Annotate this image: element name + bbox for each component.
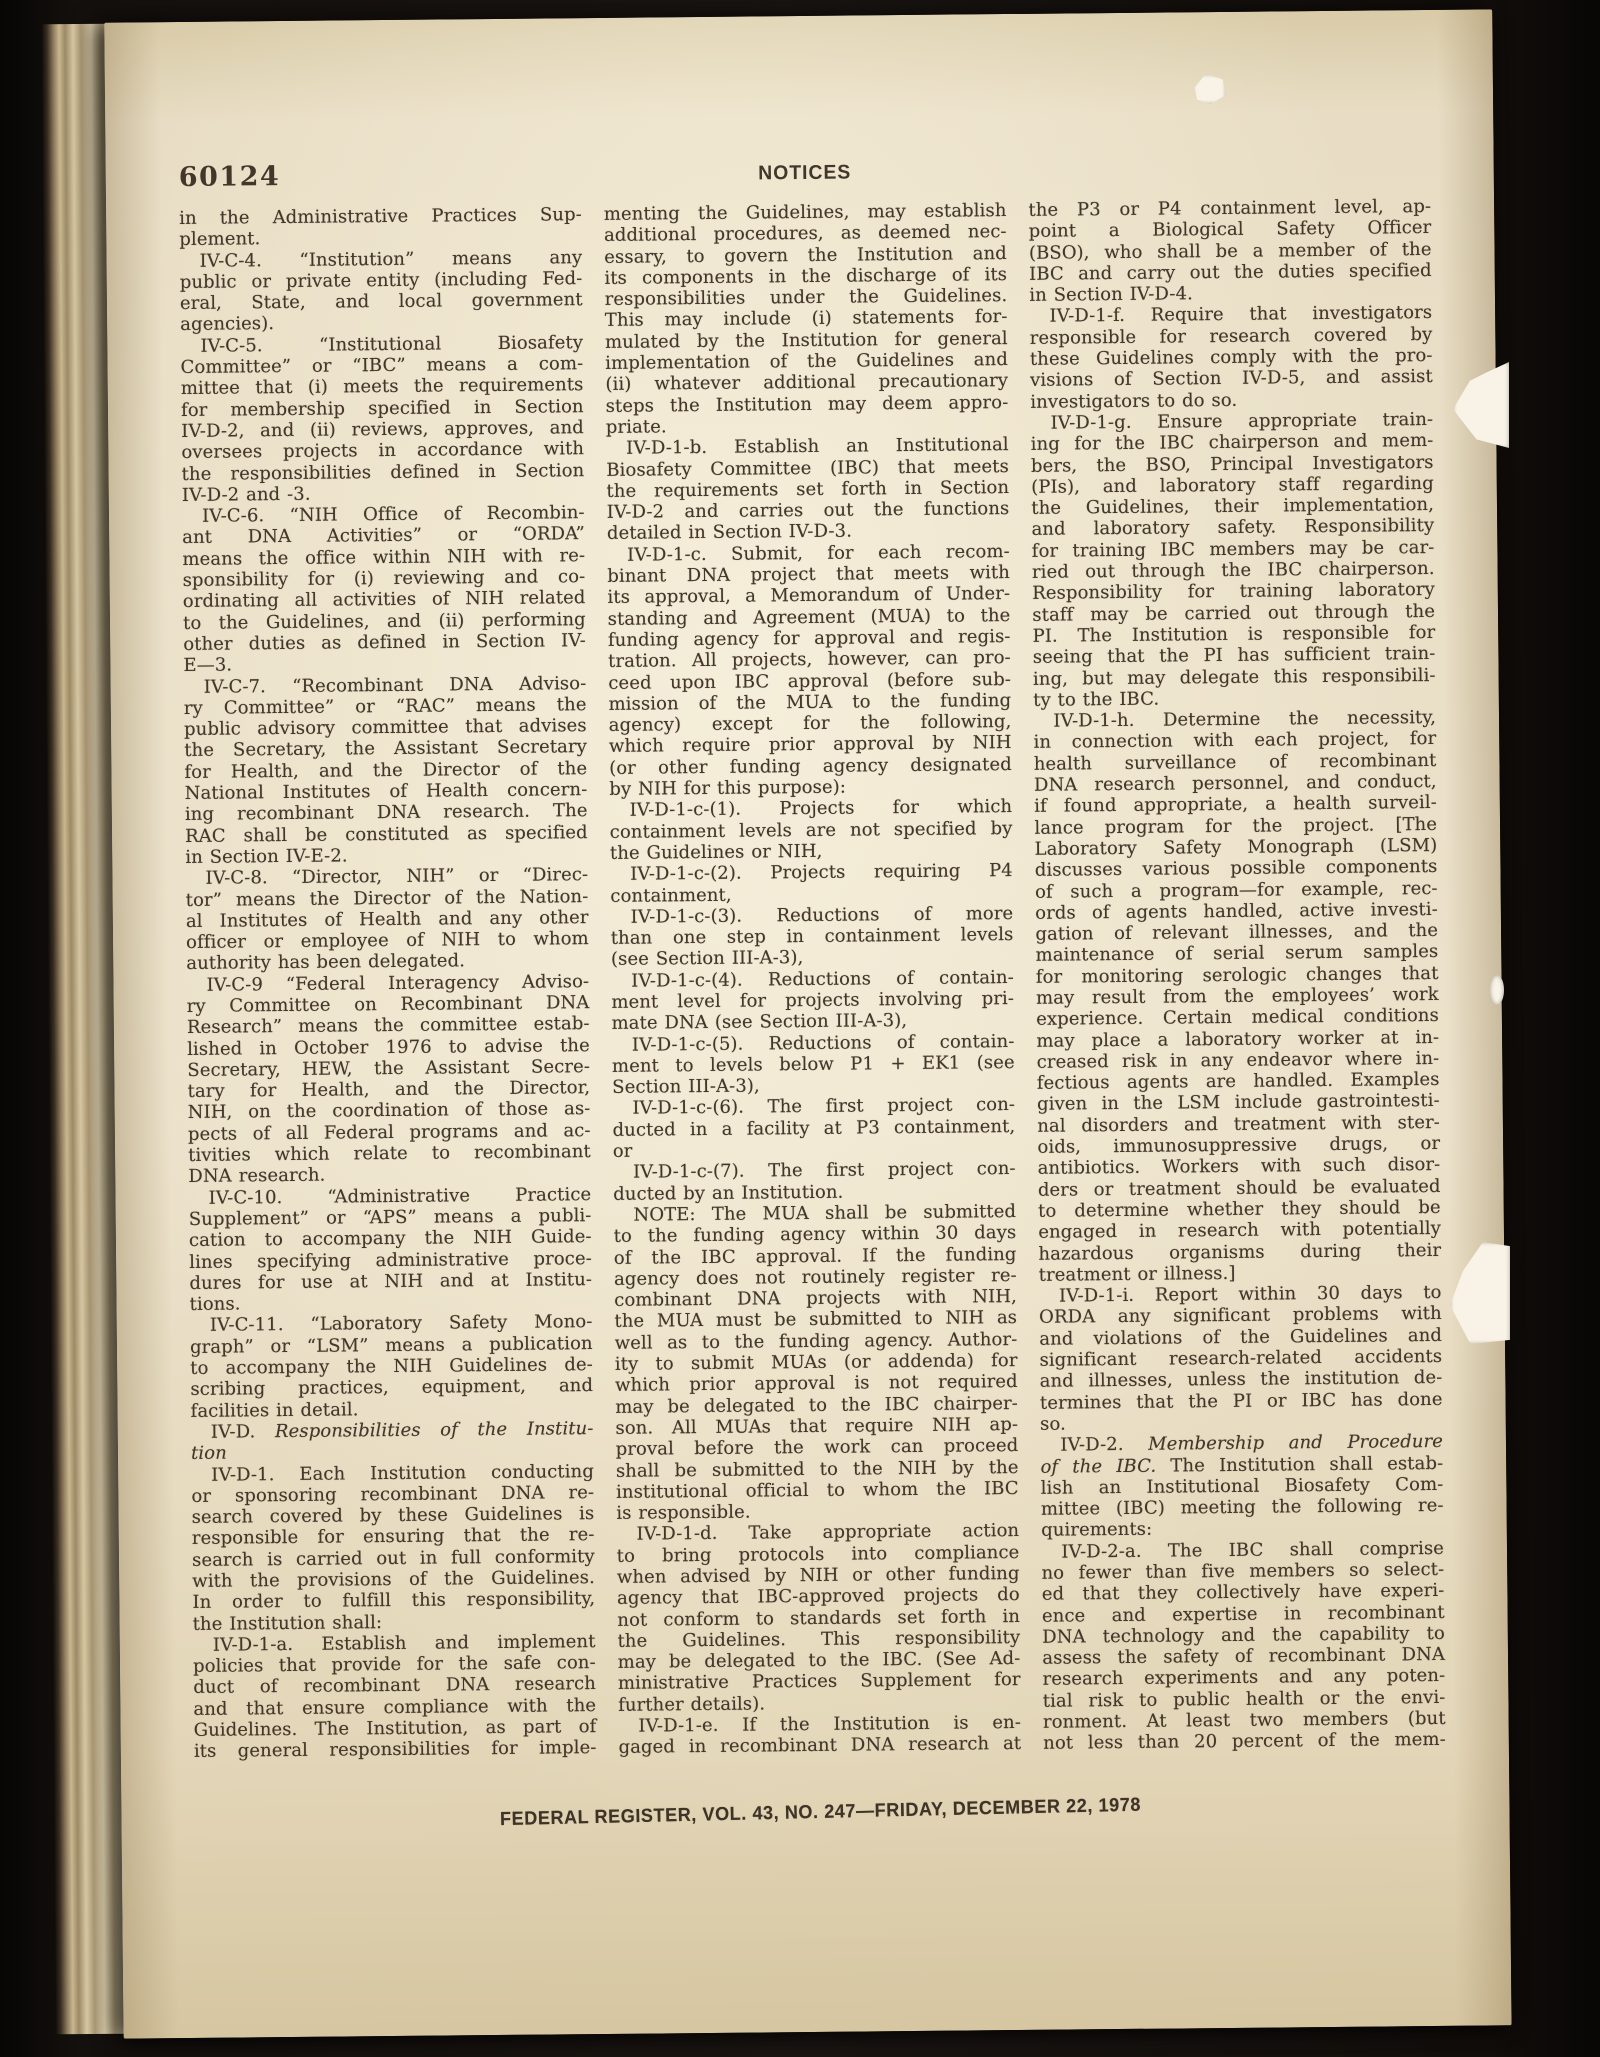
- text-line: IV-D-1-i. Report within 30 days to: [1058, 1282, 1442, 1307]
- text-line: in Section IV-D-4.: [1029, 283, 1194, 307]
- text-line: ducted by an Institution.: [613, 1181, 844, 1205]
- text-line: duct of recombinant DNA research: [193, 1673, 597, 1699]
- text-line: its general responsibilities for imple-: [193, 1737, 597, 1763]
- text-line: IV-D-1-c-(4). Reductions of contain-: [631, 966, 1014, 992]
- text-line: essary, to govern the Institution and: [604, 242, 1007, 268]
- text-line: IV-D-1-c-(7). The first project con-: [632, 1158, 1016, 1184]
- text-line: the Guidelines. This responsibility: [617, 1626, 1021, 1652]
- text-line: to determine whether they should be: [1037, 1196, 1441, 1222]
- text-line: ing, but may delegate this responsibili-: [1032, 664, 1436, 690]
- text-line: mate DNA (see Section III-A-3),: [611, 1010, 908, 1035]
- text-line: binant DNA project that meets with: [607, 562, 1011, 587]
- text-line: for monitoring serologic changes that: [1035, 962, 1439, 988]
- text-line: ders or treatment should be evaluated: [1037, 1175, 1441, 1201]
- text-line: than one step in containment levels: [610, 924, 1014, 949]
- text-line: and laboratory safety. Responsibility: [1031, 515, 1435, 541]
- text-line: staff may be carried out through the: [1032, 600, 1436, 626]
- text-line: may result from the employees’ work: [1035, 983, 1439, 1009]
- text-line: ity to submit MUAs (or addenda) for: [614, 1350, 1018, 1375]
- text-line: which require prior approval by NIH: [608, 732, 1012, 758]
- text-line: to bring protocols into compliance: [616, 1541, 1020, 1567]
- text-line: tion: [190, 1442, 227, 1465]
- text-line: public advisory committee that advises: [183, 715, 587, 741]
- text-line: these Guidelines comply with the pro-: [1029, 345, 1433, 370]
- text-line: RAC shall be constituted as specified: [185, 821, 588, 847]
- text-line: IV-C-4. “Institution” means any: [199, 246, 583, 272]
- text-line: IV-C-5. “Institutional Biosafety: [200, 331, 584, 357]
- text-line: IV-D-1-d. Take appropriate action: [636, 1520, 1020, 1546]
- text-line: (PIs), and laboratory staff regarding: [1031, 472, 1434, 498]
- text-line: IV-D-2 and -3.: [181, 483, 311, 506]
- text-line: assess the safety of recombinant DNA: [1042, 1644, 1446, 1669]
- document-page: [104, 9, 1511, 2038]
- text-line: responsible for ensuring that the re-: [191, 1524, 595, 1550]
- text-line: gation of relevant illnesses, and the: [1035, 920, 1439, 945]
- text-line: the Guidelines or NIH,: [609, 840, 823, 864]
- text-line: funding agency for approval and regis-: [607, 625, 1011, 651]
- text-line: containment levels are not specified by: [609, 817, 1013, 843]
- text-line: discusses various possible components: [1034, 856, 1438, 882]
- text-line: sponsibility for (i) reviewing and co-: [182, 566, 586, 592]
- text-line: mittee (IBC) meeting the following re-: [1040, 1495, 1444, 1520]
- text-line: tial risk to public health or the envi-: [1042, 1686, 1446, 1712]
- text-line: Committee” or “IBC” means a com-: [180, 353, 584, 379]
- text-line: IV-C-7. “Recombinant DNA Adviso-: [203, 672, 587, 698]
- text-line: IV-D-1-h. Determine the necessity,: [1053, 707, 1437, 732]
- text-line: fectious agents are handled. Examples: [1036, 1069, 1440, 1094]
- text-line: tration. All projects, however, can pro-: [608, 647, 1011, 673]
- text-line: not conform to standards set forth in: [617, 1605, 1021, 1631]
- text-line: the P3 or P4 containment level, ap-: [1028, 195, 1432, 221]
- text-line: if found appropriate, a health surveil-: [1034, 792, 1437, 818]
- page-number: 60124: [178, 161, 281, 193]
- text-line: graph” or “LSM” means a publication: [189, 1332, 593, 1358]
- text-line: IV-C-8. “Director, NIH” or “Direc-: [205, 864, 589, 889]
- text-line: with the provisions of the Guidelines.: [192, 1567, 596, 1592]
- text-line: may place a laboratory worker at in-: [1036, 1026, 1440, 1052]
- text-line: agency does not routinely register re-: [613, 1264, 1017, 1290]
- text-line: gaged in recombinant DNA research at: [618, 1733, 1022, 1759]
- text-line: IV-D-1-c. Submit, for each recom-: [626, 540, 1010, 566]
- text-line: E—3.: [183, 654, 233, 677]
- text-line: ant DNA Activities” or “ORDA”: [182, 523, 585, 549]
- text-line: for membership specified in Section: [180, 395, 584, 421]
- text-line: engaged in research with potentially: [1038, 1218, 1442, 1244]
- text-line: lines specifying administrative proce-: [189, 1247, 592, 1273]
- text-line: ry Committee” or “RAC” means the: [183, 693, 587, 719]
- text-line: ronment. At least two members (but: [1042, 1707, 1446, 1733]
- text-line: quirements:: [1041, 1519, 1153, 1542]
- text-line: to the funding agency within 30 days: [613, 1222, 1017, 1248]
- text-line: and illnesses, unless the institution de-: [1039, 1367, 1443, 1393]
- text-line: IV-D-1. Each Institution conducting: [211, 1460, 594, 1486]
- text-line: the requirements set forth in Section: [606, 476, 1010, 502]
- text-line: means the office within NIH with re-: [182, 544, 586, 570]
- text-line: and that ensure compliance with the: [193, 1694, 597, 1720]
- text-line: ried out through the IBC chairperson.: [1031, 558, 1435, 583]
- text-line: and violations of the Guidelines and: [1039, 1324, 1443, 1350]
- text-line: search is carried out in full conformity: [191, 1545, 595, 1571]
- text-line: termines that the PI or IBC has done: [1039, 1388, 1443, 1414]
- text-line: Responsibility for training laboratory: [1032, 579, 1435, 605]
- text-line: proval before the work can proceed: [615, 1435, 1019, 1461]
- text-line: tivities which relate to recombinant: [188, 1141, 591, 1167]
- text-line: for training IBC members may be car-: [1031, 536, 1435, 562]
- text-line: detailed in Section IV-D-3.: [606, 520, 853, 545]
- text-line: ry Committee on Recombinant DNA: [186, 992, 590, 1017]
- torn-edge: [1490, 975, 1504, 1005]
- text-line: or sponsoring recombinant DNA re-: [191, 1481, 595, 1507]
- text-line: ORDA any significant problems with: [1039, 1303, 1442, 1329]
- text-line: IV-C-9 “Federal Interagency Adviso-: [206, 970, 590, 996]
- text-line: NOTE: The MUA shall be submitted: [633, 1200, 1017, 1226]
- text-line: ment level for projects involving pri-: [611, 987, 1015, 1013]
- text-line: tor” means the Director of the Nation-: [185, 885, 589, 911]
- text-line: to the Guidelines, and (ii) performing: [182, 608, 586, 634]
- text-line: Guidelines. The Institution, as part of: [193, 1716, 597, 1741]
- text-line: which prior approval is not required: [614, 1371, 1018, 1397]
- text-line: tary for Health, and the Director,: [187, 1077, 591, 1103]
- text-line: the Guidelines, their implementation,: [1031, 494, 1435, 519]
- text-line: experience. Certain medical conditions: [1036, 1005, 1440, 1031]
- text-line: scribing practices, equipment, and: [190, 1375, 594, 1401]
- text-line: antibiotics. Workers with such disor-: [1037, 1154, 1441, 1180]
- text-line: Section III-A-3),: [612, 1075, 760, 1099]
- text-line: IV-D-1-a. Establish and implement: [212, 1630, 596, 1656]
- text-line: Research” means the committee estab-: [186, 1013, 590, 1039]
- text-line: the Secretary, the Assistant Secretary: [184, 736, 588, 762]
- text-line: agency that IBC-approved projects do: [617, 1584, 1020, 1610]
- text-line: other duties as defined in Section IV-: [183, 630, 587, 655]
- text-line: for Health, and the Director of the: [184, 757, 588, 783]
- text-line: lish an Institutional Biosafety Com-: [1040, 1473, 1444, 1499]
- text-line: given in the LSM include gastrointesti-: [1036, 1090, 1440, 1116]
- text-line: of the IBC approval. If the funding: [613, 1243, 1017, 1269]
- text-line: mission of the MUA to the funding: [608, 689, 1012, 715]
- text-line: eral, State, and local government: [179, 289, 583, 315]
- text-line: steps the Institution may deem appro-: [605, 391, 1009, 417]
- text-line: agencies).: [180, 313, 275, 336]
- text-line: mittee that (i) meets the requirements: [180, 374, 584, 400]
- text-line: the Institution shall:: [192, 1611, 383, 1635]
- text-line: ordinating all activities of NIH related: [182, 587, 586, 613]
- text-line: Supplement” or “APS” means a publi-: [188, 1205, 592, 1230]
- text-line: (BSO), who shall be a member of the: [1028, 238, 1432, 264]
- text-line: shall be submitted to the NIH by the: [615, 1456, 1019, 1482]
- text-line: combinant DNA projects with NIH,: [614, 1286, 1018, 1312]
- text-line: creased risk in any endeavor where in-: [1036, 1047, 1440, 1073]
- text-line: by NIH for this purpose):: [609, 776, 847, 800]
- text-line: search covered by these Guidelines is: [191, 1503, 595, 1529]
- text-line: ment to levels below P1 + EK1 (see: [611, 1051, 1015, 1077]
- text-line: In order to fulfill this responsibility,: [192, 1588, 596, 1614]
- text-line: in the Administrative Practices Sup-: [179, 204, 582, 229]
- text-line: or: [612, 1140, 633, 1162]
- text-line: (ii) whatever additional precautionary: [605, 370, 1009, 396]
- text-line: oids, immunosuppressive drugs, or: [1037, 1132, 1441, 1158]
- text-line: of the IBC. The Institution shall estab-: [1040, 1452, 1444, 1478]
- running-head-title: NOTICES: [758, 161, 852, 185]
- text-line: ducted in a facility at P3 containment,: [612, 1115, 1016, 1141]
- text-line: well as to the funding agency. Author-: [614, 1328, 1018, 1354]
- text-line: DNA research.: [188, 1164, 326, 1188]
- text-line: treatment or illness.]: [1038, 1262, 1236, 1286]
- text-line: of such a program—for example, rec-: [1034, 877, 1438, 903]
- text-line: in connection with each project, for: [1033, 728, 1437, 754]
- text-line: National Institutes of Health concern-: [184, 779, 588, 804]
- text-line: ed that they collectively have experi-: [1041, 1580, 1445, 1606]
- text-line: maintenance of serial serum samples: [1035, 941, 1439, 967]
- text-line: responsibilities under the Guidelines.: [604, 285, 1008, 311]
- text-line: IV-D-1-c-(3). Reductions of more: [630, 902, 1014, 928]
- text-line: ty to the IBC.: [1033, 688, 1160, 711]
- text-column: [1028, 196, 1446, 1754]
- text-column: [604, 200, 1022, 1758]
- text-line: IV-D-1-b. Establish an Institutional: [625, 434, 1009, 459]
- text-line: IV-D-2-a. The IBC shall comprise: [1061, 1537, 1445, 1563]
- text-line: IV-D-1-e. If the Institution is en-: [638, 1712, 1022, 1737]
- text-line: in Section IV-E-2.: [185, 845, 348, 868]
- text-line: Secretary, HEW, the Assistant Secre-: [187, 1055, 591, 1081]
- text-line: IV-D-1-f. Require that investigators: [1049, 302, 1433, 328]
- text-line: further details).: [618, 1693, 766, 1716]
- text-line: plement.: [179, 228, 261, 251]
- text-line: implementation of the Guidelines and: [605, 349, 1009, 374]
- text-line: responsible for research covered by: [1029, 323, 1433, 349]
- text-line: Laboratory Safety Monograph (LSM): [1034, 834, 1438, 860]
- text-line: no fewer than five members so select-: [1041, 1558, 1445, 1584]
- text-line: agency) except for the following,: [608, 711, 1012, 737]
- text-column: [179, 204, 597, 1762]
- text-line: Biosafety Committee (IBC) that meets: [606, 455, 1010, 481]
- text-line: ords of agents handled, active investi-: [1035, 898, 1438, 924]
- text-line: not less than 20 percent of the mem-: [1043, 1729, 1446, 1755]
- text-line: officer or employee of NIH to whom: [186, 928, 589, 954]
- text-line: IV-D-1-c-(6). The first project con-: [632, 1094, 1016, 1120]
- text-line: menting the Guidelines, may establish: [603, 200, 1007, 225]
- text-line: IV-D-2, and (ii) reviews, approves, and: [181, 417, 584, 442]
- text-line: IV-D-2 and carries out the functions: [606, 498, 1010, 524]
- text-line: when advised by NIH or other funding: [616, 1562, 1020, 1588]
- text-line: significant research-related accidents: [1039, 1345, 1443, 1371]
- text-line: IV-D-1-c-(1). Projects for which: [629, 796, 1013, 822]
- text-line: ceed upon IBC approval (before sub-: [608, 668, 1012, 694]
- text-line: dures for use at NIH and at Institu-: [189, 1268, 593, 1294]
- text-line: may be delegated to the IBC. (See Ad-: [617, 1648, 1021, 1674]
- text-line: is responsible.: [616, 1501, 751, 1524]
- text-line: may be delegated to the IBC chairper-: [615, 1392, 1019, 1418]
- text-line: point a Biological Safety Officer: [1028, 217, 1432, 243]
- text-line: standing and Agreement (MUA) to the: [607, 604, 1011, 630]
- text-line: IV-D-1-g. Ensure appropriate train-: [1050, 408, 1434, 434]
- text-line: This may include (i) statements for-: [604, 306, 1008, 332]
- text-line: lance program for the project. [The: [1034, 813, 1438, 839]
- text-line: authority has been delegated.: [186, 950, 466, 975]
- text-line: research experiments and any poten-: [1042, 1665, 1446, 1691]
- text-line: IV-C-11. “Laboratory Safety Mono-: [209, 1311, 593, 1337]
- text-line: ing for the IBC chairperson and mem-: [1030, 430, 1434, 456]
- text-line: public or private entity (including Fed-: [179, 268, 583, 293]
- text-line: cation to accompany the NIH Guide-: [188, 1226, 592, 1252]
- text-line: son. All MUAs that require NIH ap-: [615, 1413, 1019, 1439]
- text-line: IV-C-10. “Administrative Practice: [208, 1183, 592, 1209]
- text-line: health surveillance of recombinant: [1033, 749, 1437, 775]
- text-line: (see Section III-A-3),: [610, 947, 804, 971]
- text-line: NIH, on the coordination of those as-: [187, 1098, 591, 1124]
- text-line: the responsibilities defined in Section: [181, 459, 585, 485]
- text-line: additional procedures, as deemed nec-: [603, 221, 1007, 247]
- text-line: tions.: [189, 1293, 241, 1316]
- text-line: hazardous organisms during their: [1038, 1239, 1442, 1265]
- text-line: containment,: [610, 884, 732, 907]
- text-line: al Institutes of Health and any other: [185, 906, 589, 932]
- text-line: IBC and carry out the duties specified: [1028, 259, 1432, 285]
- text-line: IV-D-1-c-(5). Reductions of contain-: [631, 1030, 1015, 1056]
- text-line: pects of all Federal programs and ac-: [187, 1119, 591, 1145]
- text-line: investigators to do so.: [1030, 389, 1238, 413]
- text-line: its components in the discharge of its: [604, 263, 1008, 289]
- text-line: IV-C-6. “NIH Office of Recombin-: [201, 502, 585, 527]
- text-line: policies that provide for the safe con-: [192, 1652, 596, 1678]
- text-line: IV-D. Responsibilities of the Institu-: [210, 1417, 594, 1443]
- text-line: IV-D-1-c-(2). Projects requiring P4: [630, 860, 1013, 885]
- text-line: IV-D-2. Membership and Procedure: [1060, 1431, 1444, 1456]
- text-line: DNA research personnel, and conduct,: [1033, 770, 1437, 796]
- text-line: PI. The Institution is responsible for: [1032, 621, 1436, 647]
- text-line: the MUA must be submitted to NIH as: [614, 1307, 1018, 1333]
- page-footer: FEDERAL REGISTER, VOL. 43, NO. 247—FRIDAY, DECEMBER 22, 1978: [499, 1794, 1142, 1831]
- text-line: bers, the BSO, Principal Investigators: [1030, 451, 1434, 477]
- text-line: DNA technology and the capability to: [1042, 1622, 1445, 1648]
- text-line: ence and expertise in recombinant: [1041, 1601, 1445, 1627]
- text-line: so.: [1040, 1413, 1067, 1435]
- text-line: priate.: [605, 416, 667, 438]
- text-line: its approval, a Memorandum of Under-: [607, 583, 1011, 609]
- text-columns: [179, 196, 1446, 1763]
- text-line: oversees projects in accordance with: [181, 438, 585, 464]
- text-line: ing recombinant DNA research. The: [184, 800, 588, 826]
- text-line: ministrative Practices Supplement for: [617, 1669, 1021, 1695]
- text-line: facilities in detail.: [190, 1398, 359, 1422]
- text-line: to accompany the NIH Guidelines de-: [190, 1354, 593, 1379]
- text-line: seeing that the PI has sufficient train-: [1032, 643, 1436, 669]
- text-line: visions of Section IV-D-5, and assist: [1030, 366, 1433, 392]
- text-line: (or other funding agency designated: [609, 753, 1012, 779]
- text-line: institutional official to whom the IBC: [615, 1477, 1019, 1503]
- text-line: lished in October 1976 to advise the: [187, 1034, 590, 1060]
- text-line: mulated by the Institution for general: [604, 327, 1008, 353]
- text-line: nal disorders and treatment with ster-: [1037, 1111, 1441, 1137]
